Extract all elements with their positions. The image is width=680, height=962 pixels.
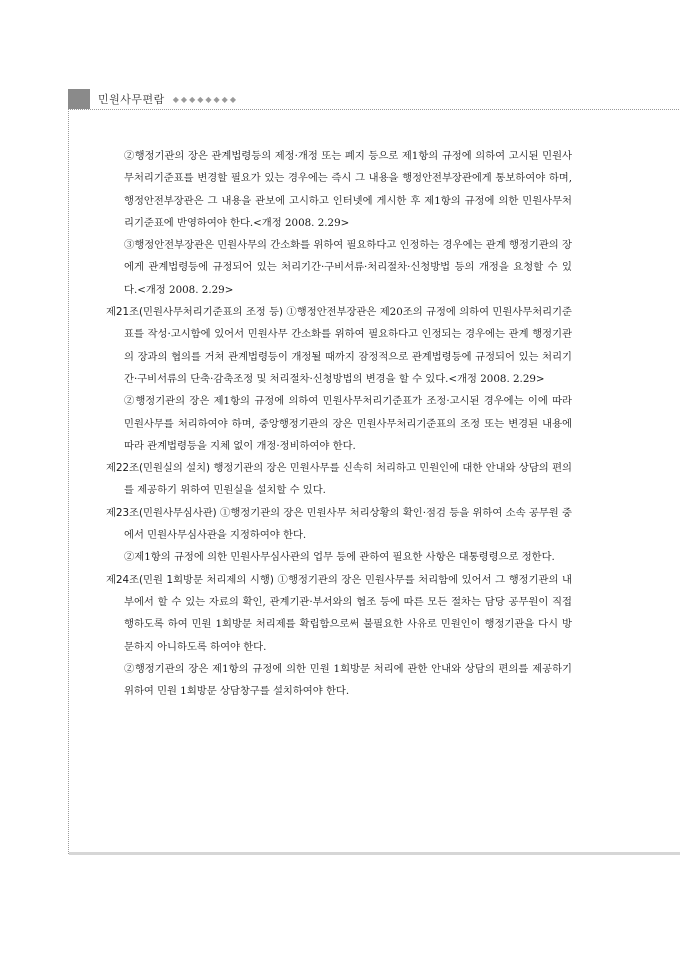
paragraph-4 — [106, 390, 572, 457]
paragraph-2 — [106, 234, 572, 301]
paragraph-1 — [106, 145, 572, 234]
article-21 — [106, 301, 572, 390]
article-22 — [106, 457, 572, 502]
article-title: 제24조(민원 1회방문 처리제의 시행) — [106, 573, 274, 586]
paragraph-text: ②제1항의 규정에 의한 민원사무심사관의 업무 등에 관하여 필요한 사항은 대통령령으로 정한다. — [124, 551, 555, 564]
paragraph-text: ③행정안전부장관은 민원사무의 간소화를 위하여 필요하다고 인정하는 경우에는 관계 행정기관의 장에게 관계법령등에 규정되어 있는 처리기간·구비서류·처리절차·신청방법 등의 개정을 요청할 수 있다.<개정 2008. 2.29> — [124, 239, 572, 296]
document-body — [106, 145, 572, 702]
page-header — [68, 89, 238, 109]
article-text: ①행정안전부장관은 제20조의 규정에 의하여 민원사무처리기준표를 작성·고시함에 있어서 민원사무 간소화를 위하여 필요하다고 인정되는 경우에는 관계 행정기관의 장과의 협의를 거쳐 관계법령등이 개정될 때까지 잠정적으로 관계법령등에 규정되어 있는 처리기간·구비서류의 단축·감축조정 및 처리절차·신청방법의 변경을 할 수 있다.<개정 2008. 2.29> — [124, 306, 572, 385]
header-dots-decoration: ◆◆◆◆◆◆◆◆ — [172, 94, 238, 104]
paragraph-9 — [106, 658, 572, 703]
article-text: ①행정기관의 장은 민원사무를 처리함에 있어서 그 행정기관의 내부에서 할 수 있는 자료의 확인, 관계기관·부서와의 협조 등에 따른 모든 절차는 담당 공무원이 직접 행하도록 하여 민원 1회방문 처리제를 확립함으로써 불필요한 사유로 민원인이 행정기관을 다시 방문하지 아니하도록 하여야 한다. — [124, 573, 572, 653]
paragraph-text: ②행정기관의 장은 제1항의 규정에 의하여 민원사무처리기준표가 조정·고시된 경우에는 이에 따라 민원사무를 처리하여야 하며, 중앙행정기관의 장은 민원사무처리기준표의 조정 또는 변경된 내용에 따라 관계법령등을 지체 없이 개정·정비하여야 한다. — [124, 395, 572, 452]
paragraph-7 — [106, 546, 572, 568]
header-title: 민원사무편람 — [98, 93, 165, 106]
article-24 — [106, 569, 572, 658]
paragraph-text: ②행정기관의 장은 관계법령등의 제정·개정 또는 폐지 등으로 제1항의 규정에 의하여 고시된 민원사무처리기준표를 변경할 필요가 있는 경우에는 즉시 그 내용을 행정안전부장관에게 통보하여야 하며, 행정안전부장관은 그 내용을 관보에 고시하고 인터넷에 게시한 후 제1항의 규정에 의한 민원사무처리기준표에 반영하여야 한다.<개정 2008. 2.29> — [124, 150, 572, 229]
article-text: ①행정기관의 장은 민원사무 처리상황의 확인·점검 등을 위하여 소속 공무원 중에서 민원사무심사관을 지정하여야 한다. — [124, 506, 572, 542]
article-title: 제22조(민원실의 설치) — [106, 462, 211, 475]
footer-bar — [69, 852, 680, 855]
article-text: 행정기관의 장은 민원사무를 신속히 처리하고 민원인에 대한 안내와 상담의 편의를 제공하기 위하여 민원실을 설치할 수 있다. — [124, 462, 572, 497]
article-title: 제23조(민원사무심사관) — [106, 506, 217, 519]
article-23 — [106, 502, 572, 547]
header-tab-marker — [68, 89, 90, 109]
paragraph-text: ②행정기관의 장은 제1항의 규정에 의한 민원 1회방문 처리에 관한 안내와 상담의 편의를 제공하기 위하여 민원 1회방문 상담창구를 설치하여야 한다. — [124, 662, 572, 698]
article-title: 제21조(민원사무처리기준표의 조정 등) — [106, 306, 284, 319]
